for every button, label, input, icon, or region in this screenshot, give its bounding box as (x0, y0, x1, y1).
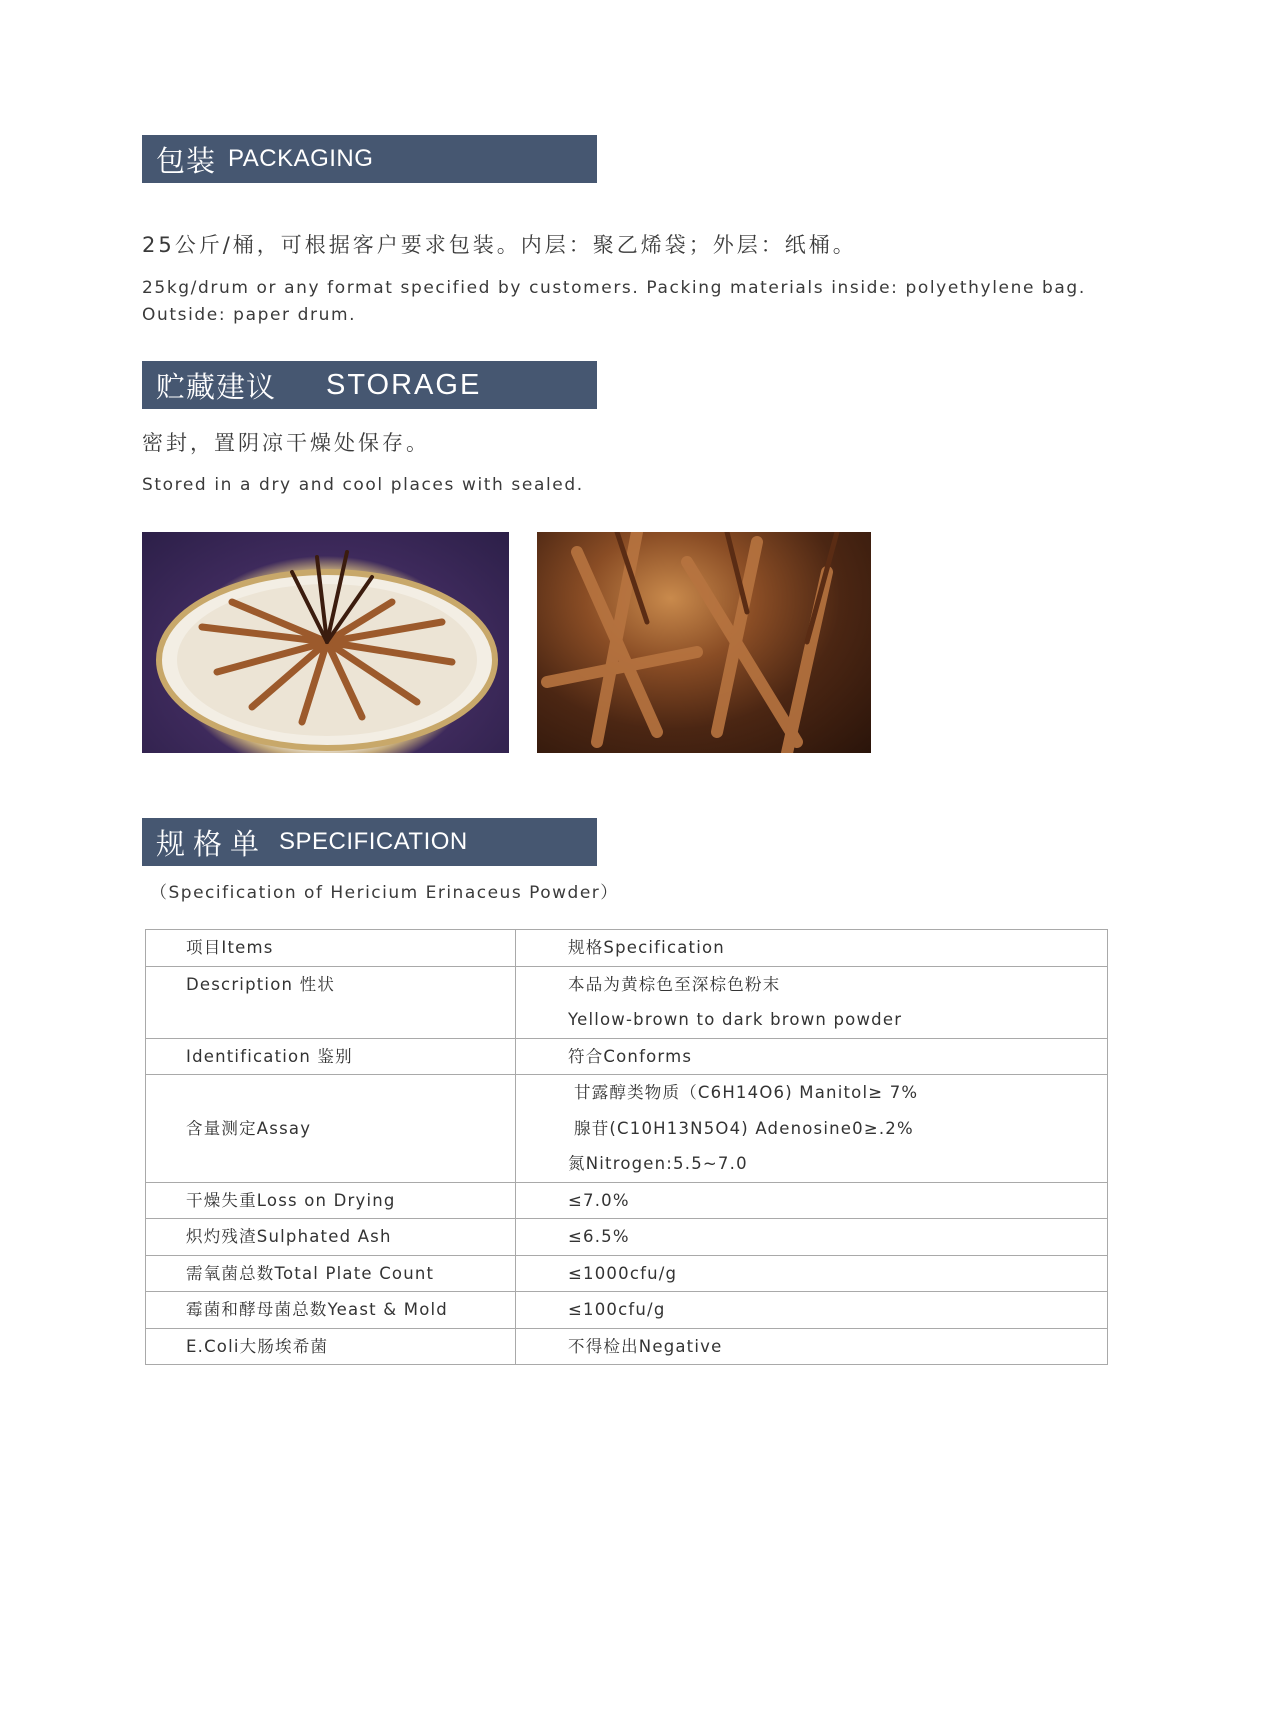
spec-cell (516, 1075, 1108, 1183)
item-label: 霉菌和酵母菌总数Yeast & Mold (186, 1300, 448, 1319)
table-row (146, 1328, 1108, 1365)
spec-value: 符合Conforms (568, 1046, 693, 1066)
storage-text-en: Stored in a dry and cool places with sealed. (142, 475, 584, 495)
spec-cell (516, 1038, 1108, 1075)
table-row (146, 1219, 1108, 1256)
spec-value: 氮Nitrogen:5.5~7.0 (568, 1154, 748, 1173)
item-label: 含量测定Assay (186, 1118, 312, 1138)
packaging-header (142, 135, 597, 183)
item-cell (146, 1182, 516, 1219)
cordyceps-plate-photo (142, 532, 509, 753)
item-label: Description 性状 (186, 974, 336, 994)
table-header-row (146, 930, 1108, 967)
header-spec: 规格Specification (568, 938, 725, 957)
spec-cell (516, 1255, 1108, 1292)
specification-title-zh: 规格单 (156, 826, 268, 861)
item-cell (146, 1038, 516, 1075)
cordyceps-plate-illustration (142, 532, 509, 753)
specification-subtitle: （Specification of Hericium Erinaceus Powder） (150, 883, 619, 903)
item-label: Identification 鉴别 (186, 1046, 353, 1066)
spec-cell (516, 1328, 1108, 1365)
item-cell (146, 1292, 516, 1329)
storage-text-zh: 密封，置阴凉干燥处保存。 (142, 431, 430, 455)
item-cell (146, 1255, 516, 1292)
storage-title-en: STORAGE (326, 368, 482, 401)
packaging-title-zh: 包装 (156, 143, 217, 178)
spec-cell (516, 1219, 1108, 1256)
table-row (146, 1182, 1108, 1219)
packaging-title-en: PACKAGING (228, 145, 374, 172)
packaging-text-en: 25kg/drum or any format specified by customers. Packing materials inside: polyethylene bag. Outside: paper drum. (142, 278, 1086, 325)
cordyceps-closeup-photo (537, 532, 871, 753)
table-row (146, 1075, 1108, 1183)
item-label: 炽灼残渣Sulphated Ash (186, 1227, 392, 1246)
table-row (146, 966, 1108, 1038)
spec-value: ≤1000cfu/g (568, 1263, 678, 1283)
table-row (146, 1255, 1108, 1292)
header-spec-cell (516, 930, 1108, 967)
spec-value: 不得检出Negative (568, 1336, 723, 1356)
item-cell (146, 1328, 516, 1365)
item-cell (146, 1075, 516, 1183)
spec-cell (516, 1292, 1108, 1329)
storage-header (142, 361, 597, 409)
item-cell (146, 1219, 516, 1256)
spec-cell (516, 1182, 1108, 1219)
table-row (146, 1292, 1108, 1329)
cordyceps-closeup-illustration (537, 532, 871, 753)
specification-header (142, 818, 597, 866)
spec-value: ≤100cfu/g (568, 1300, 666, 1319)
item-label: 干燥失重Loss on Drying (186, 1190, 396, 1210)
storage-title-zh: 贮藏建议 (156, 369, 277, 404)
spec-value: 甘露醇类物质（C6H14O6) Manitol≥ 7% (574, 1083, 919, 1102)
packaging-text-zh: 25公斤/桶，可根据客户要求包装。内层：聚乙烯袋；外层：纸桶。 (142, 233, 857, 257)
table-row (146, 1038, 1108, 1075)
spec-value: ≤6.5% (568, 1227, 630, 1246)
item-label: E.Coli大肠埃希菌 (186, 1336, 329, 1356)
spec-cell (516, 966, 1108, 1038)
specification-title-en: SPECIFICATION (279, 828, 468, 855)
item-cell (146, 966, 516, 1038)
spec-value: ≤7.0% (568, 1190, 630, 1210)
spec-value: Yellow-brown to dark brown powder (568, 1010, 903, 1029)
spec-value: 腺苷(C10H13N5O4) Adenosine0≥.2% (574, 1118, 914, 1138)
item-label: 需氧菌总数Total Plate Count (186, 1263, 435, 1283)
header-item: 项目Items (186, 938, 274, 957)
spec-value: 本品为黄棕色至深棕色粉末 (568, 974, 781, 994)
header-item-cell (146, 930, 516, 967)
specification-table (145, 929, 1108, 1365)
